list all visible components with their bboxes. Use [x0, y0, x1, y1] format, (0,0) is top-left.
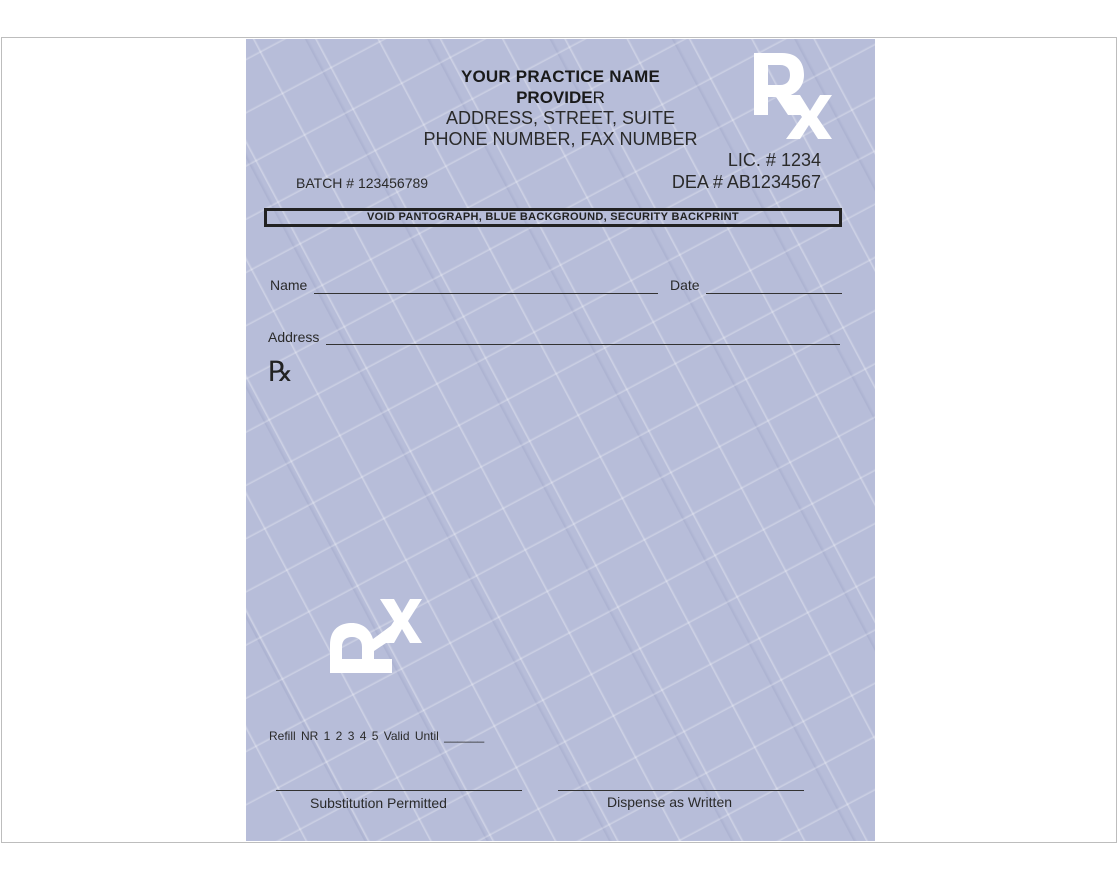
rx-watermark-bottom	[328, 595, 424, 679]
practice-address: ADDRESS, STREET, SUITE	[445, 108, 676, 128]
security-banner: VOID PANTOGRAPH, BLUE BACKGROUND, SECURITY BACKPRINT	[264, 208, 842, 227]
batch-number: BATCH # 123456789	[296, 175, 429, 191]
practice-name: YOUR PRACTICE NAME	[460, 67, 661, 86]
license-number: LIC. # 1234	[727, 150, 821, 170]
rx-logo-rotated-icon	[328, 595, 424, 675]
address-field-line[interactable]	[326, 344, 840, 345]
substitution-signature-line[interactable]	[276, 790, 522, 791]
rx-symbol: ℞	[268, 357, 294, 388]
dispense-label: Dispense as Written	[607, 794, 733, 810]
provider-name-tail: R	[592, 88, 605, 107]
dea-number: DEA # AB1234567	[671, 172, 821, 192]
address-label: Address	[268, 329, 320, 345]
provider-name-bold: PROVIDE	[516, 88, 593, 107]
date-label: Date	[670, 277, 700, 293]
substitution-label: Substitution Permitted	[310, 795, 447, 811]
refill-options: Refill NR 1 2 3 4 5 Valid Until ______	[269, 729, 485, 743]
date-field-line[interactable]	[706, 293, 842, 294]
practice-phone-fax: PHONE NUMBER, FAX NUMBER	[423, 129, 698, 149]
name-label: Name	[270, 277, 308, 293]
name-field-line[interactable]	[314, 293, 658, 294]
prescription-pad	[246, 39, 875, 841]
dispense-signature-line[interactable]	[558, 790, 804, 791]
provider-name	[246, 88, 875, 108]
